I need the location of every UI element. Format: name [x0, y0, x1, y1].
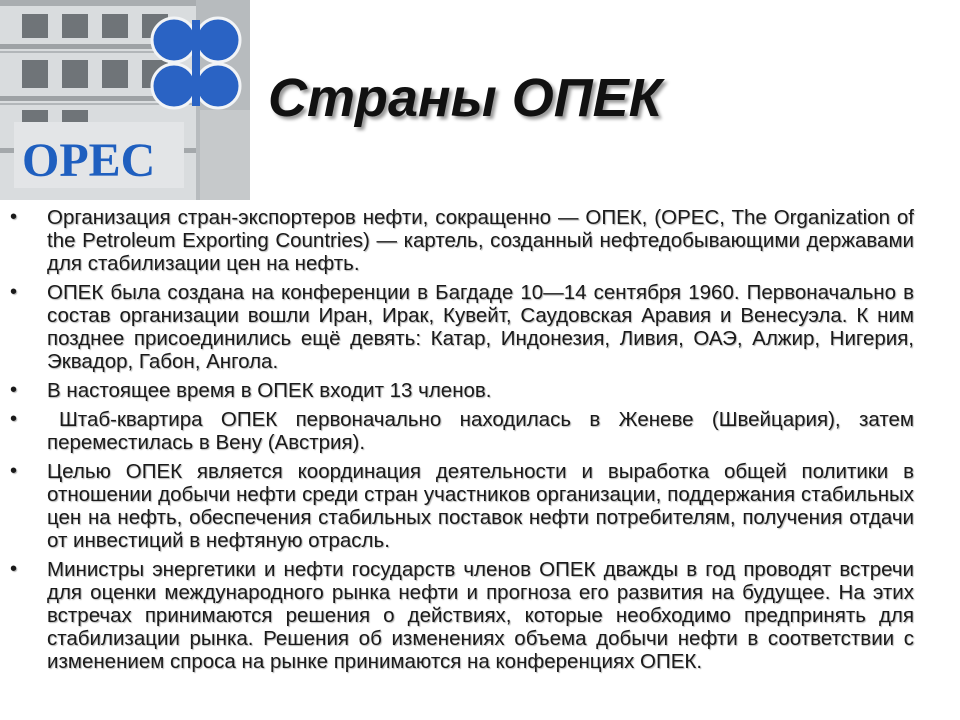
opec-building-photo: [0, 0, 250, 200]
bullet-icon: •: [10, 558, 18, 580]
bullet-item: [10, 408, 914, 454]
bullet-item: [10, 558, 914, 673]
bullet-text: В настоящее время в ОПЕК входит 13 членов.: [47, 379, 492, 402]
bullet-icon: •: [10, 460, 18, 482]
bullet-text: Организация стран-экспортеров нефти, сокращенно — ОПЕК, (OPEC, The Organization of the Petroleum Exporting Countries) — картель, созданный нефтедобывающими державами для стабилизации цен на нефть.: [47, 206, 914, 275]
bullet-item: [10, 281, 914, 373]
bullet-icon: •: [10, 379, 18, 401]
slide-title: Страны ОПЕК: [268, 68, 662, 128]
bullet-text: Министры энергетики и нефти государств членов ОПЕК дважды в год проводят встречи для оценки международного рынка нефти и прогноза его развития на будущее. На этих встречах принимаются решения о действиях, которые необходимо предпринять для стабилизации рынка. Решения об изменениях объема добычи нефти в соответствии с изменением спроса на рынке принимаются на конференциях ОПЕК.: [47, 558, 914, 673]
bullet-item: [10, 460, 914, 552]
bullet-text: ОПЕК была создана на конференции в Багдаде 10—14 сентября 1960. Первоначально в состав организации вошли Иран, Ирак, Кувейт, Саудовская Аравия и Венесуэла. К ним позднее присоединились ещё девять: Катар, Индонезия, Ливия, ОАЭ, Алжир, Нигерия, Эквадор, Габон, Ангола.: [47, 281, 914, 373]
bullet-text: Штаб-квартира ОПЕК первоначально находилась в Женеве (Швейцария), затем переместилась в Вену (Австрия).: [47, 408, 914, 454]
opec-logo-text: OPEC: [22, 134, 156, 187]
bullet-icon: •: [10, 408, 18, 430]
bullet-icon: •: [10, 281, 18, 303]
bullet-list: [10, 206, 914, 679]
bullet-item: [10, 379, 914, 402]
bullet-icon: •: [10, 206, 18, 228]
bullet-item: [10, 206, 914, 275]
bullet-text: Целью ОПЕК является координация деятельности и выработка общей политики в отношении добычи нефти среди стран участников организации, поддержания стабильных цен на нефть, обеспечения стабильных поставок нефти потребителям, получения отдачи от инвестиций в нефтяную отрасль.: [47, 460, 914, 552]
